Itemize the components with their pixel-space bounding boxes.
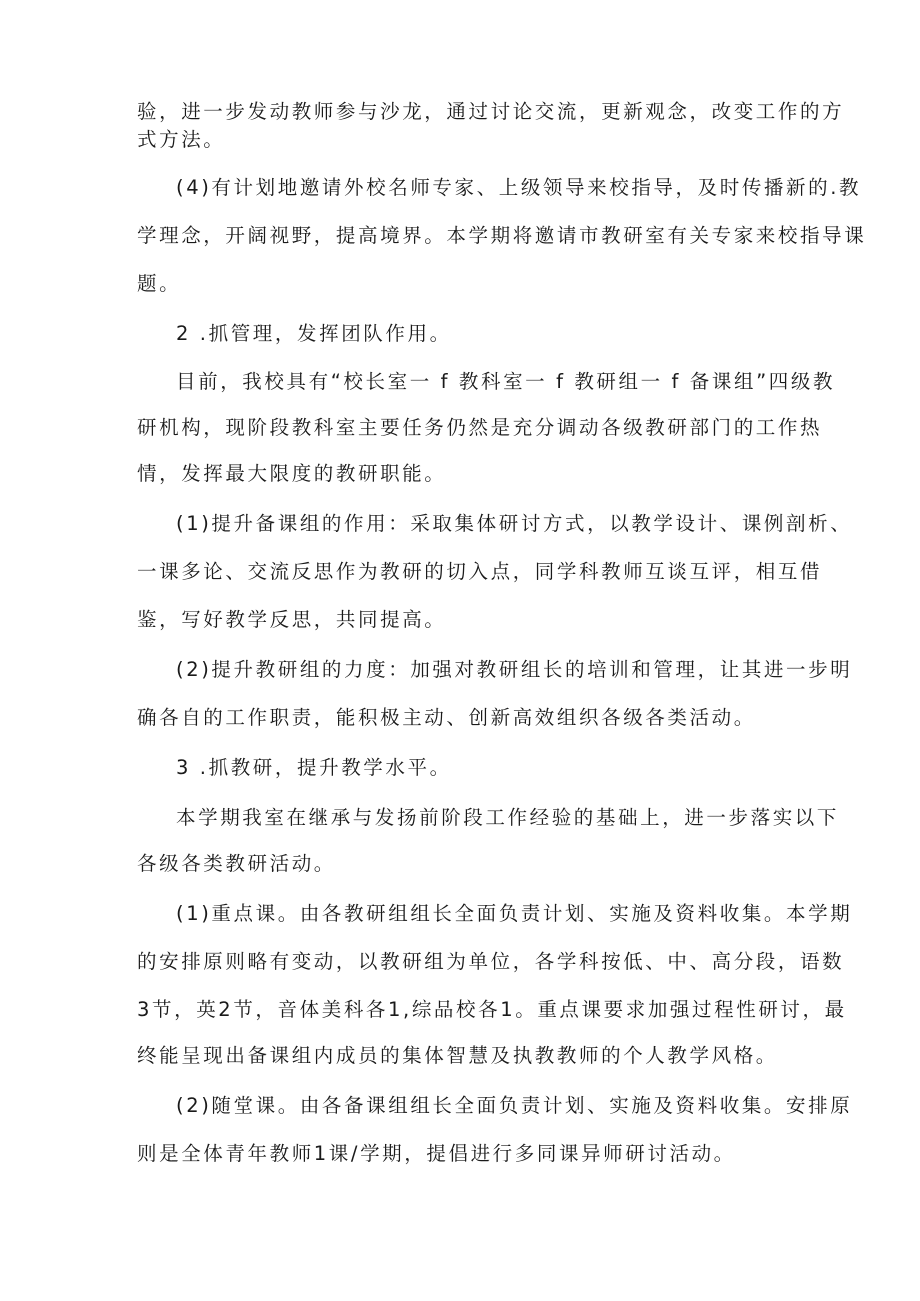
text-line: (1)重点课。由各教研组组长全面负责计划、实施及资料收集。本学期	[176, 902, 853, 925]
text-line: (2)随堂课。由各备课组组长全面负责计划、实施及资料收集。安排原	[176, 1094, 853, 1117]
text-line: 式方法。	[137, 128, 226, 151]
text-line: 3 .抓教研，提升教学水平。	[176, 756, 452, 779]
text-line: 确各自的工作职责，能积极主动、创新高效组织各级各类活动。	[137, 706, 756, 729]
text-line: 本学期我室在继承与发扬前阶段工作经验的基础上，进一步落实以下	[176, 806, 840, 829]
text-line: (1)提升备课组的作用：采取集体研讨方式，以教学设计、课例剖析、	[176, 512, 853, 535]
text-line: 各级各类教研活动。	[137, 852, 336, 875]
text-line: (2)提升教研组的力度：加强对教研组长的培训和管理，让其进一步明	[176, 658, 853, 681]
text-line: (4)有计划地邀请外校名师专家、上级领导来校指导，及时传播新的.教	[176, 176, 862, 199]
text-line: 情，发挥最大限度的教研职能。	[137, 462, 447, 485]
text-line: 一课多论、交流反思作为教研的切入点，同学科教师互谈互评，相互借	[137, 560, 823, 583]
text-line: 学理念，开阔视野，提高境界。本学期将邀请市教研室有关专家来校指导课	[137, 224, 867, 247]
text-line: 的安排原则略有变动，以教研组为单位，各学科按低、中、高分段，语数	[137, 950, 845, 973]
text-line: 2 .抓管理，发挥团队作用。	[176, 322, 452, 345]
text-line: 鉴，写好教学反思，共同提高。	[137, 608, 447, 631]
text-line: 验，进一步发动教师参与沙龙，通过讨论交流，更新观念，改变工作的方	[137, 100, 845, 123]
text-line: 则是全体青年教师1课/学期，提倡进行多同课异师研讨活动。	[137, 1142, 736, 1165]
text-line: 题。	[137, 272, 182, 295]
text-line: 研机构，现阶段教科室主要任务仍然是充分调动各级教研部门的工作热	[137, 416, 823, 439]
text-line: 3节，英2节，音体美科各1,综品校各1。重点课要求加强过程性研讨，最	[137, 998, 847, 1021]
text-line: 目前，我校具有“校长室一 f 教科室一 f 教研组一 f 备课组”四级教	[176, 370, 836, 393]
text-line: 终能呈现出备课组内成员的集体智慧及执教教师的个人教学风格。	[137, 1044, 778, 1067]
